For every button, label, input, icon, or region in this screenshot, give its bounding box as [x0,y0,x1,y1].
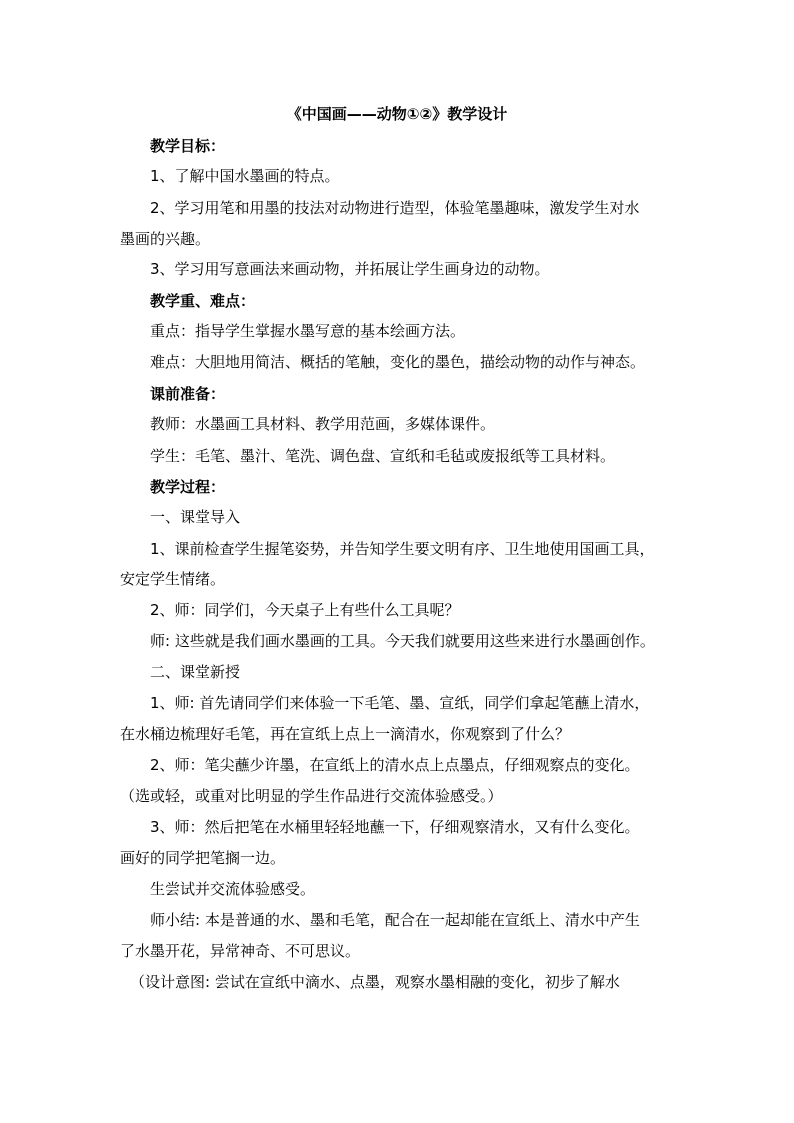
paragraph-line: 墨画的兴趣。 [120,230,211,248]
paragraph-line: 师小结: 本是普通的水、墨和毛笔，配合在一起却能在宣纸上、清水中产生 [150,911,640,929]
paragraph-line: 2、师：笔尖蘸少许墨，在宣纸上的清水点上点墨点，仔细观察点的变化。 [150,756,640,774]
paragraph-line: 3、师：然后把笔在水桶里轻轻地蘸一下，仔细观察清水，又有什么变化。 [150,818,640,836]
paragraph-line: 安定学生情绪。 [120,570,226,588]
document-title: 《中国画——动物①②》教学设计 [286,105,508,123]
paragraph-line: （选或轻，或重对比明显的学生作品进行交流体验感受。） [120,787,503,805]
heading-key-points: 教学重、难点： [150,292,256,310]
paragraph-line: 2、学习用笔和用墨的技法对动物进行造型，体验笔墨趣味，激发学生对水 [150,199,640,217]
paragraph-line: 教师：水墨画工具材料、教学用范画，多媒体课件。 [150,415,496,433]
paragraph-line: 师: 这些就是我们画水墨画的工具。今天我们就要用这些来进行水墨画创作。 [150,632,655,650]
section-heading: 一、课堂导入 [150,508,241,526]
paragraph-line: 学生：毛笔、墨汁、笔洗、调色盘、宣纸和毛毡或废报纸等工具材料。 [150,447,616,465]
paragraph-line: 生尝试并交流体验感受。 [150,880,316,898]
paragraph-line: 1、课前检查学生握笔姿势，并告知学生要文明有序、卫生地使用国画工具， [150,540,655,558]
paragraph-line: 难点：大胆地用简洁、概括的笔触，变化的墨色，描绘动物的动作与神态。 [150,353,646,371]
heading-process: 教学过程： [150,478,226,496]
paragraph-line: 2、师：同学们，今天桌子上有些什么工具呢？ [150,601,460,619]
heading-objectives: 教学目标： [150,137,226,155]
paragraph-line: （设计意图: 尝试在宣纸中滴水、点墨，观察水墨相融的变化，初步了解水 [130,973,620,991]
heading-preparation: 课前准备： [150,385,226,403]
paragraph-line: 了水墨开花，异常神奇、不可思议。 [120,942,361,960]
paragraph-line: 在水桶边梳理好毛笔，再在宣纸上点上一滴清水，你观察到了什么？ [120,725,571,743]
paragraph-line: 画好的同学把笔搁一边。 [120,849,286,867]
section-heading: 二、课堂新授 [150,663,241,681]
paragraph-line: 1、师: 首先请同学们来体验一下毛笔、墨、宣纸，同学们拿起笔蘸上清水， [150,694,650,712]
paragraph-line: 3、学习用写意画法来画动物，并拓展让学生画身边的动物。 [150,260,550,278]
paragraph-line: 重点：指导学生掌握水墨写意的基本绘画方法。 [150,322,466,340]
paragraph-line: 1、了解中国水墨画的特点。 [150,167,340,185]
